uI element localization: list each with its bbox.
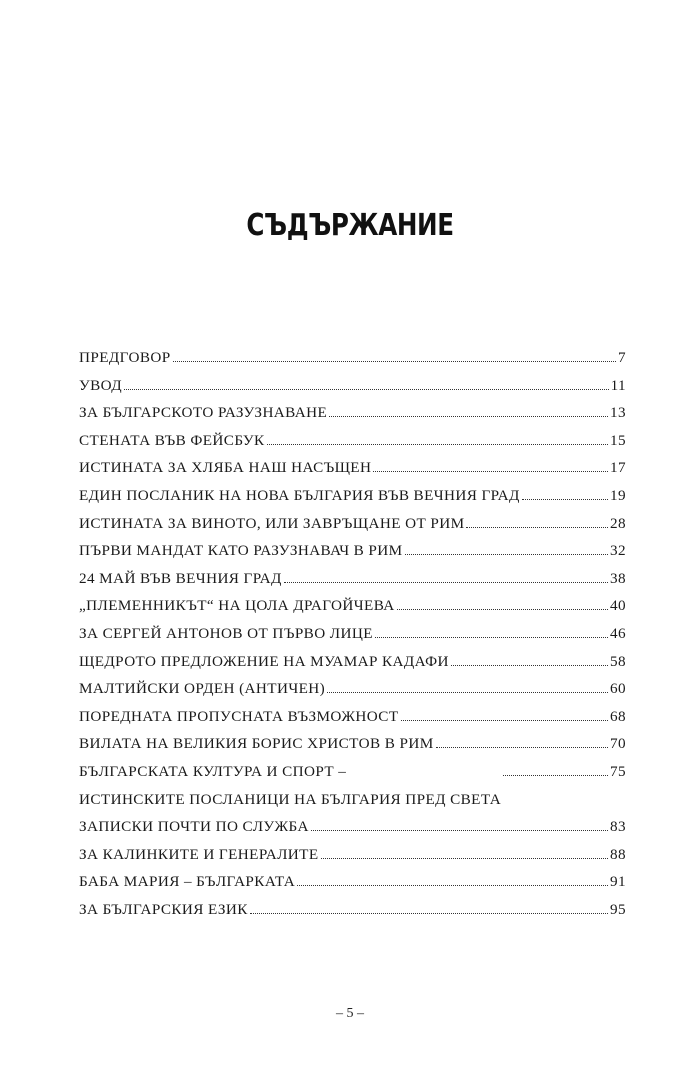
toc-entry-page: 38 <box>610 569 626 587</box>
toc-entry-page: 68 <box>610 707 626 725</box>
dot-leader <box>321 857 608 859</box>
toc-entry-page: 13 <box>610 404 626 422</box>
toc-entry-title: ЗА БЪЛГАРСКИЯ ЕЗИК <box>79 900 248 918</box>
toc-entry <box>79 454 626 482</box>
toc-entry <box>79 813 626 841</box>
toc-entry-title: ЗА КАЛИНКИТЕ И ГЕНЕРАЛИТЕ <box>79 845 319 863</box>
dot-leader <box>284 581 608 583</box>
toc-entry-page: 46 <box>610 624 626 642</box>
toc-entry-title <box>79 758 501 813</box>
toc-entry-page: 95 <box>610 900 626 918</box>
toc-entry-page: 32 <box>610 542 626 560</box>
toc-entry-page: 40 <box>610 597 626 615</box>
dot-leader <box>451 664 608 666</box>
dot-leader <box>173 360 616 362</box>
toc-entry <box>79 648 626 676</box>
toc-entry <box>79 565 626 593</box>
toc-entry-page: 60 <box>610 680 626 698</box>
toc-entry-title: МАЛТИЙСКИ ОРДЕН (АНТИЧЕН) <box>79 680 326 698</box>
toc-entry <box>79 510 626 538</box>
toc-entry-page: 28 <box>610 514 626 532</box>
dot-leader <box>405 553 608 555</box>
toc-entry-page: 15 <box>610 431 626 449</box>
toc-entry <box>79 675 626 703</box>
toc-entry-title: ПОРЕДНАТА ПРОПУСНАТА ВЪЗМОЖНОСТ <box>79 707 399 725</box>
toc-entry-title: ИСТИНАТА ЗА ВИНОТО, ИЛИ ЗАВРЪЩАНЕ ОТ РИМ <box>79 514 465 532</box>
dot-leader <box>401 719 609 721</box>
toc-entry <box>79 427 626 455</box>
toc-entry <box>79 537 626 565</box>
dot-leader <box>397 608 608 610</box>
toc-entry-page: 75 <box>610 762 626 780</box>
toc-entry-title: БАБА МАРИЯ – БЪЛГАРКАТА <box>79 873 296 891</box>
dot-leader <box>250 912 608 914</box>
toc-entry <box>79 372 626 400</box>
toc-entry <box>79 344 626 372</box>
toc-entry <box>79 620 626 648</box>
dot-leader <box>522 498 608 500</box>
dot-leader <box>466 526 608 528</box>
dot-leader <box>503 774 608 776</box>
dot-leader <box>436 746 608 748</box>
dot-leader <box>124 388 609 390</box>
toc-entry-title: „ПЛЕМЕННИКЪТ“ НА ЦОЛА ДРАГОЙЧЕВА <box>79 597 395 615</box>
table-of-contents <box>79 344 626 923</box>
toc-entry <box>79 841 626 869</box>
toc-entry-title: ЗАПИСКИ ПОЧТИ ПО СЛУЖБА <box>79 818 309 836</box>
toc-entry-title: ЕДИН ПОСЛАНИК НА НОВА БЪЛГАРИЯ ВЪВ ВЕЧНИЯ ГРАД <box>79 486 520 504</box>
dot-leader <box>311 829 608 831</box>
toc-entry-title: 24 МАЙ ВЪВ ВЕЧНИЯ ГРАД <box>79 569 282 587</box>
toc-entry <box>79 896 626 924</box>
dot-leader <box>373 470 608 472</box>
toc-entry <box>79 703 626 731</box>
dot-leader <box>327 691 608 693</box>
toc-entry-title: ЗА СЕРГЕЙ АНТОНОВ ОТ ПЪРВО ЛИЦЕ <box>79 624 373 642</box>
toc-entry-page: 70 <box>610 735 626 753</box>
dot-leader <box>267 443 608 445</box>
toc-entry-title-line-1: БЪЛГАРСКАТА КУЛТУРА И СПОРТ – <box>79 762 347 780</box>
toc-entry <box>79 758 626 813</box>
toc-entry-page: 83 <box>610 818 626 836</box>
toc-entry-title: ВИЛАТА НА ВЕЛИКИЯ БОРИС ХРИСТОВ В РИМ <box>79 735 434 753</box>
dot-leader <box>329 415 608 417</box>
toc-entry-page: 19 <box>610 486 626 504</box>
page-title: СЪДЪРЖАНИЕ <box>246 208 454 243</box>
toc-entry <box>79 592 626 620</box>
toc-entry-title: СТЕНАТА ВЪВ ФЕЙСБУК <box>79 431 265 449</box>
toc-entry <box>79 482 626 510</box>
toc-entry-page: 17 <box>610 459 626 477</box>
dot-leader <box>375 636 608 638</box>
toc-entry-title: ПРЕДГОВОР <box>79 349 171 366</box>
toc-entry-page: 58 <box>610 652 626 670</box>
toc-entry-page: 88 <box>610 845 626 863</box>
toc-entry-title: УВОД <box>79 376 123 394</box>
toc-entry-title: ЗА БЪЛГАРСКОТО РАЗУЗНАВАНЕ <box>79 404 328 422</box>
page-number: – 5 – <box>336 1006 364 1021</box>
toc-entry <box>79 730 626 758</box>
toc-entry <box>79 399 626 427</box>
toc-entry-title-line-2: ИСТИНСКИТЕ ПОСЛАНИЦИ НА БЪЛГАРИЯ ПРЕД СВЕТА <box>79 790 502 808</box>
toc-entry-title: ИСТИНАТА ЗА ХЛЯБА НАШ НАСЪЩЕН <box>79 459 372 477</box>
toc-entry-page: 11 <box>610 376 626 394</box>
toc-entry-page: 7 <box>618 349 626 366</box>
dot-leader <box>297 884 608 886</box>
toc-entry-page: 91 <box>610 873 626 891</box>
toc-entry-title: ЩЕДРОТО ПРЕДЛОЖЕНИЕ НА МУАМАР КАДАФИ <box>79 652 449 670</box>
toc-entry <box>79 868 626 896</box>
toc-entry-title: ПЪРВИ МАНДАТ КАТО РАЗУЗНАВАЧ В РИМ <box>79 542 403 560</box>
